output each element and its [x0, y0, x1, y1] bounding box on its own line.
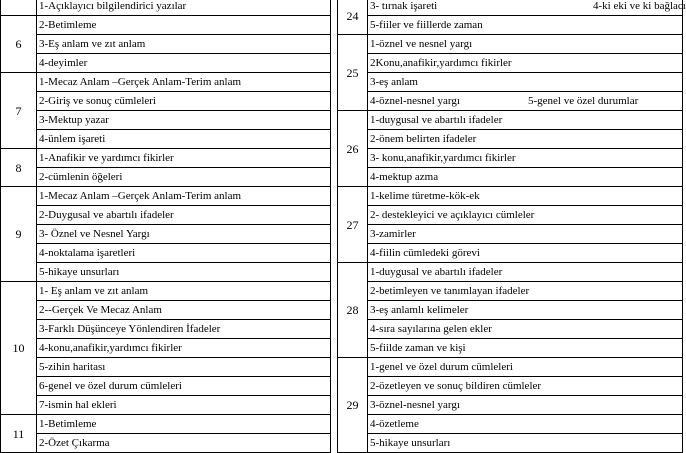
topic-cell: 1-Anafikir ve yardımcı fikirler: [37, 149, 331, 168]
topic-cell: 1- Eş anlam ve zıt anlam: [37, 282, 331, 301]
table-row: [338, 111, 683, 130]
table-row: [338, 263, 683, 282]
left-topic-table: [0, 0, 331, 453]
table-row: [1, 16, 331, 35]
topic-cell: 2-Betimleme: [37, 16, 331, 35]
table-row: [338, 149, 683, 168]
table-row: [338, 301, 683, 320]
topic-cell: 4-sıra sayılarına gelen ekler: [368, 320, 683, 339]
topic-cell: 2-Özet Çıkarma: [37, 434, 331, 453]
table-row: [338, 282, 683, 301]
table-row: [1, 92, 331, 111]
topic-cell: 4-özetleme: [368, 415, 683, 434]
week-number-cell: 10: [1, 282, 37, 415]
table-row: [338, 244, 683, 263]
table-row: [338, 92, 683, 111]
topic-cell: 4-konu,anafikir,yardımcı fikirler: [37, 339, 331, 358]
week-number-cell: 8: [1, 149, 37, 187]
table-row: [1, 73, 331, 92]
week-number-cell: [1, 0, 37, 16]
table-row: [1, 263, 331, 282]
table-row: [1, 111, 331, 130]
topic-cell: 3-eş anlamlı kelimeler: [368, 301, 683, 320]
topic-cell: 3-eş anlam: [368, 73, 683, 92]
table-row: [1, 187, 331, 206]
table-row: [338, 130, 683, 149]
table-row: [1, 282, 331, 301]
topic-text: 4-öznel-nesnel yargı: [370, 95, 460, 107]
table-row: [1, 415, 331, 434]
topic-cell: 4-fiilin cümledeki görevi: [368, 244, 683, 263]
week-number-cell: 11: [1, 415, 37, 453]
table-row: [1, 206, 331, 225]
table-row: [338, 73, 683, 92]
topic-cell: [368, 92, 683, 111]
topic-cell: 2-özetleyen ve sonuç bildiren cümleler: [368, 377, 683, 396]
topic-cell: 2-betimleyen ve tanımlayan ifadeler: [368, 282, 683, 301]
topic-cell: 1-öznel ve nesnel yargı: [368, 35, 683, 54]
topic-cell: 5-hikaye unsurları: [368, 434, 683, 453]
topic-cell: 2--Gerçek Ve Mecaz Anlam: [37, 301, 331, 320]
topic-cell: [368, 0, 686, 16]
table-row: [1, 244, 331, 263]
topic-cell: 4-mektup azma: [368, 168, 683, 187]
table-row: [338, 434, 683, 453]
topic-cell: 2- destekleyici ve açıklayıcı cümleler: [368, 206, 683, 225]
topic-text-secondary: 4-ki eki ve ki bağlacı: [593, 0, 686, 12]
topic-cell: 7-ismin hal ekleri: [37, 396, 331, 415]
table-row: [338, 54, 683, 73]
topic-cell: 1-Açıklayıcı bilgilendirici yazılar: [37, 0, 331, 16]
topic-cell: 3- Öznel ve Nesnel Yargı: [37, 225, 331, 244]
week-number-cell: 24: [338, 0, 368, 35]
table-row: [1, 168, 331, 187]
table-row: [338, 320, 683, 339]
week-number-cell: 6: [1, 16, 37, 73]
topic-cell: 1-duygusal ve abartılı ifadeler: [368, 111, 683, 130]
table-row: [338, 225, 683, 244]
table-row: [1, 358, 331, 377]
table-row: [1, 339, 331, 358]
week-number-cell: 9: [1, 187, 37, 282]
table-row: [338, 339, 683, 358]
topic-cell: 1-Mecaz Anlam –Gerçek Anlam-Terim anlam: [37, 73, 331, 92]
table-row: [1, 396, 331, 415]
topic-cell: 2-cümlenin öğeleri: [37, 168, 331, 187]
table-row: [338, 35, 683, 54]
topic-cell: 1-duygusal ve abartılı ifadeler: [368, 263, 683, 282]
table-row: [1, 301, 331, 320]
table-row: [338, 187, 683, 206]
table-row: [1, 54, 331, 73]
topic-cell: 3-Farklı Düşünceye Yönlendiren İfadeler: [37, 320, 331, 339]
topic-cell: 4-noktalama işaretleri: [37, 244, 331, 263]
right-topic-table: [337, 0, 686, 453]
topic-cell: 5-fiilde zaman ve kişi: [368, 339, 683, 358]
topic-cell: 4-ünlem işareti: [37, 130, 331, 149]
topic-cell: 3-Eş anlam ve zıt anlam: [37, 35, 331, 54]
table-row: [338, 206, 683, 225]
topic-cell: 4-deyimler: [37, 54, 331, 73]
table-row: [1, 320, 331, 339]
topic-cell: 5-hikaye unsurları: [37, 263, 331, 282]
topic-text-secondary: 5-genel ve özel durumlar: [528, 95, 639, 107]
topic-cell: 1-Betimleme: [37, 415, 331, 434]
table-row: [1, 149, 331, 168]
week-number-cell: 7: [1, 73, 37, 149]
table-row: [1, 130, 331, 149]
topic-cell: 3-zamirler: [368, 225, 683, 244]
table-row: [1, 35, 331, 54]
topic-cell: 2-önem belirten ifadeler: [368, 130, 683, 149]
topic-text: 3- tırnak işareti: [370, 0, 438, 12]
topic-cell: 1-kelime türetme-kök-ek: [368, 187, 683, 206]
table-row: [338, 396, 683, 415]
topic-cell: 6-genel ve özel durum cümleleri: [37, 377, 331, 396]
topic-cell: 2Konu,anafikir,yardımcı fikirler: [368, 54, 683, 73]
table-row: [1, 434, 331, 453]
week-number-cell: 26: [338, 111, 368, 187]
topic-cell: 3- konu,anafikir,yardımcı fikirler: [368, 149, 683, 168]
table-row: [338, 168, 683, 187]
topic-cell: 2-Duygusal ve abartılı ifadeler: [37, 206, 331, 225]
topic-cell: 3-öznel-nesnel yargı: [368, 396, 683, 415]
topic-cell: 1-genel ve özel durum cümleleri: [368, 358, 683, 377]
table-row: [1, 0, 331, 16]
topic-cell: 1-Mecaz Anlam –Gerçek Anlam-Terim anlam: [37, 187, 331, 206]
table-row: [338, 377, 683, 396]
topic-cell: 3-Mektup yazar: [37, 111, 331, 130]
week-number-cell: 27: [338, 187, 368, 263]
topic-cell: 2-Giriş ve sonuç cümleleri: [37, 92, 331, 111]
table-row: [338, 415, 683, 434]
table-row: [1, 377, 331, 396]
week-number-cell: 25: [338, 35, 368, 111]
week-number-cell: 28: [338, 263, 368, 358]
table-row: [338, 0, 683, 16]
table-row: [338, 358, 683, 377]
table-row: [1, 225, 331, 244]
week-number-cell: 29: [338, 358, 368, 453]
topic-cell: 5-zihin haritası: [37, 358, 331, 377]
topic-cell: 5-fiiler ve fiillerde zaman: [368, 16, 683, 35]
table-row: [338, 16, 683, 35]
